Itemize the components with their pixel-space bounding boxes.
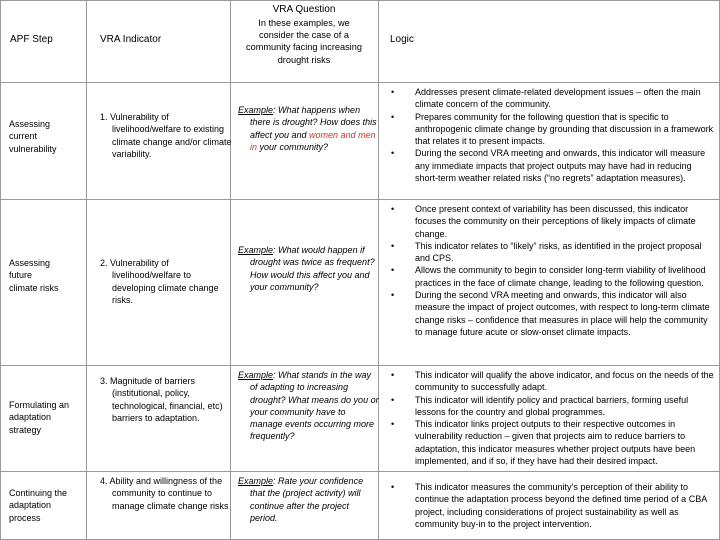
- logic-item: • This indicator will identify policy and practical barriers, forming useful lessons for the country and global programmes.: [386, 394, 716, 419]
- question-example-label: Example: [238, 476, 274, 486]
- logic-item: • Once present context of variability has been discussed, this indicator focuses the community on their perceptions of likely impacts of climate change.: [386, 203, 716, 240]
- indicator-cell: 1. Vulnerability of livelihood/welfare to existing climate change and/or climate variability.: [100, 112, 232, 159]
- question-text: : What happens when there is drought? How does this affect you and: [250, 105, 377, 140]
- question-text-end: your community?: [257, 141, 329, 152]
- header-logic: Logic: [390, 34, 414, 45]
- question-text: : Rate your confidence that the (project activity) will continue after the project period.: [250, 476, 364, 523]
- header-apf-step: APF Step: [10, 34, 53, 45]
- header-vra-indicator: VRA Indicator: [100, 34, 162, 45]
- question-highlight: women and men in: [250, 129, 376, 152]
- question-example-label: Example: [238, 105, 274, 115]
- indicator-cell: 3. Magnitude of barriers (institutional, policy, technological, financial, etc) barriers to adaptation.: [100, 376, 223, 423]
- logic-item: • This indicator measures the community’s perception of their ability to continue the adaptation process beyond the defined time period of a CBA project, including considerations of project sustainability as well as community buy-in to the project intervention.: [386, 481, 716, 530]
- logic-list: [386, 481, 716, 530]
- step-cell: Assessing current vulnerability: [9, 119, 57, 154]
- step-cell: Continuing the adaptation process: [9, 488, 68, 523]
- step-cell: Formulating an adaptation strategy: [9, 400, 70, 435]
- question-text: : What would happen if drought was twice as frequent? How would this affect you and your community?: [250, 245, 375, 292]
- question-cell: [238, 104, 378, 153]
- question-example-label: Example: [238, 245, 274, 255]
- logic-item: • This indicator relates to “likely” risks, as identified in the project proposal and CPS.: [386, 240, 716, 265]
- question-cell: [238, 244, 378, 293]
- question-cell: [238, 475, 378, 524]
- logic-item: • Allows the community to begin to consider long-term viability of livelihood practices in the face of climate change, leading to the following question.: [386, 264, 716, 289]
- logic-item: • Addresses present climate-related development issues – often the main climate concern of the community.: [386, 86, 716, 111]
- logic-item: • This indicator will qualify the above indicator, and focus on the needs of the community to successfully adapt.: [386, 369, 716, 394]
- logic-list: [386, 203, 716, 338]
- logic-item: • This indicator links project outputs to their respective outcomes in vulnerability reduction – given that projects aim to reduce barriers to adaptation, this indicator measures whether project outputs have been implemented, and if so, if they have had their desired impact.: [386, 418, 716, 467]
- question-text: : What stands in the way of adapting to increasing drought? What means do you or your community have to manage events occurring more frequently?: [250, 370, 379, 442]
- logic-list: [386, 86, 716, 184]
- step-cell: Assessing future climate risks: [9, 258, 59, 293]
- logic-list: [386, 369, 716, 467]
- logic-item: • During the second VRA meeting and onwards, this indicator will measure any immediate impacts that project outputs may have had in reducing short-term weather related risks (“no regrets” adaptation measures).: [386, 147, 716, 184]
- logic-item: • Prepares community for the following question that is specific to anthropogenic climate change by grounding that discussion in a framework that relates it to present impacts.: [386, 111, 716, 148]
- indicator-cell: 4. Ability and willingness of the community to continue to manage climate change risks: [100, 476, 229, 511]
- header-vra-question-sub: In these examples, we consider the case of a community facing increasing drought risks: [246, 18, 362, 65]
- question-example-label: Example: [238, 370, 274, 380]
- logic-item: • During the second VRA meeting and onwards, this indicator will also measure the impact of project outcomes, with respect to long-term climate change risks – confidence that measures in place will help the community to manage future acute or slow-onset climate impacts.: [386, 289, 716, 338]
- header-vra-question: VRA Question: [272, 4, 336, 15]
- question-cell: [238, 369, 380, 443]
- indicator-cell: 2. Vulnerability of livelihood/welfare to developing climate change risks.: [100, 258, 219, 305]
